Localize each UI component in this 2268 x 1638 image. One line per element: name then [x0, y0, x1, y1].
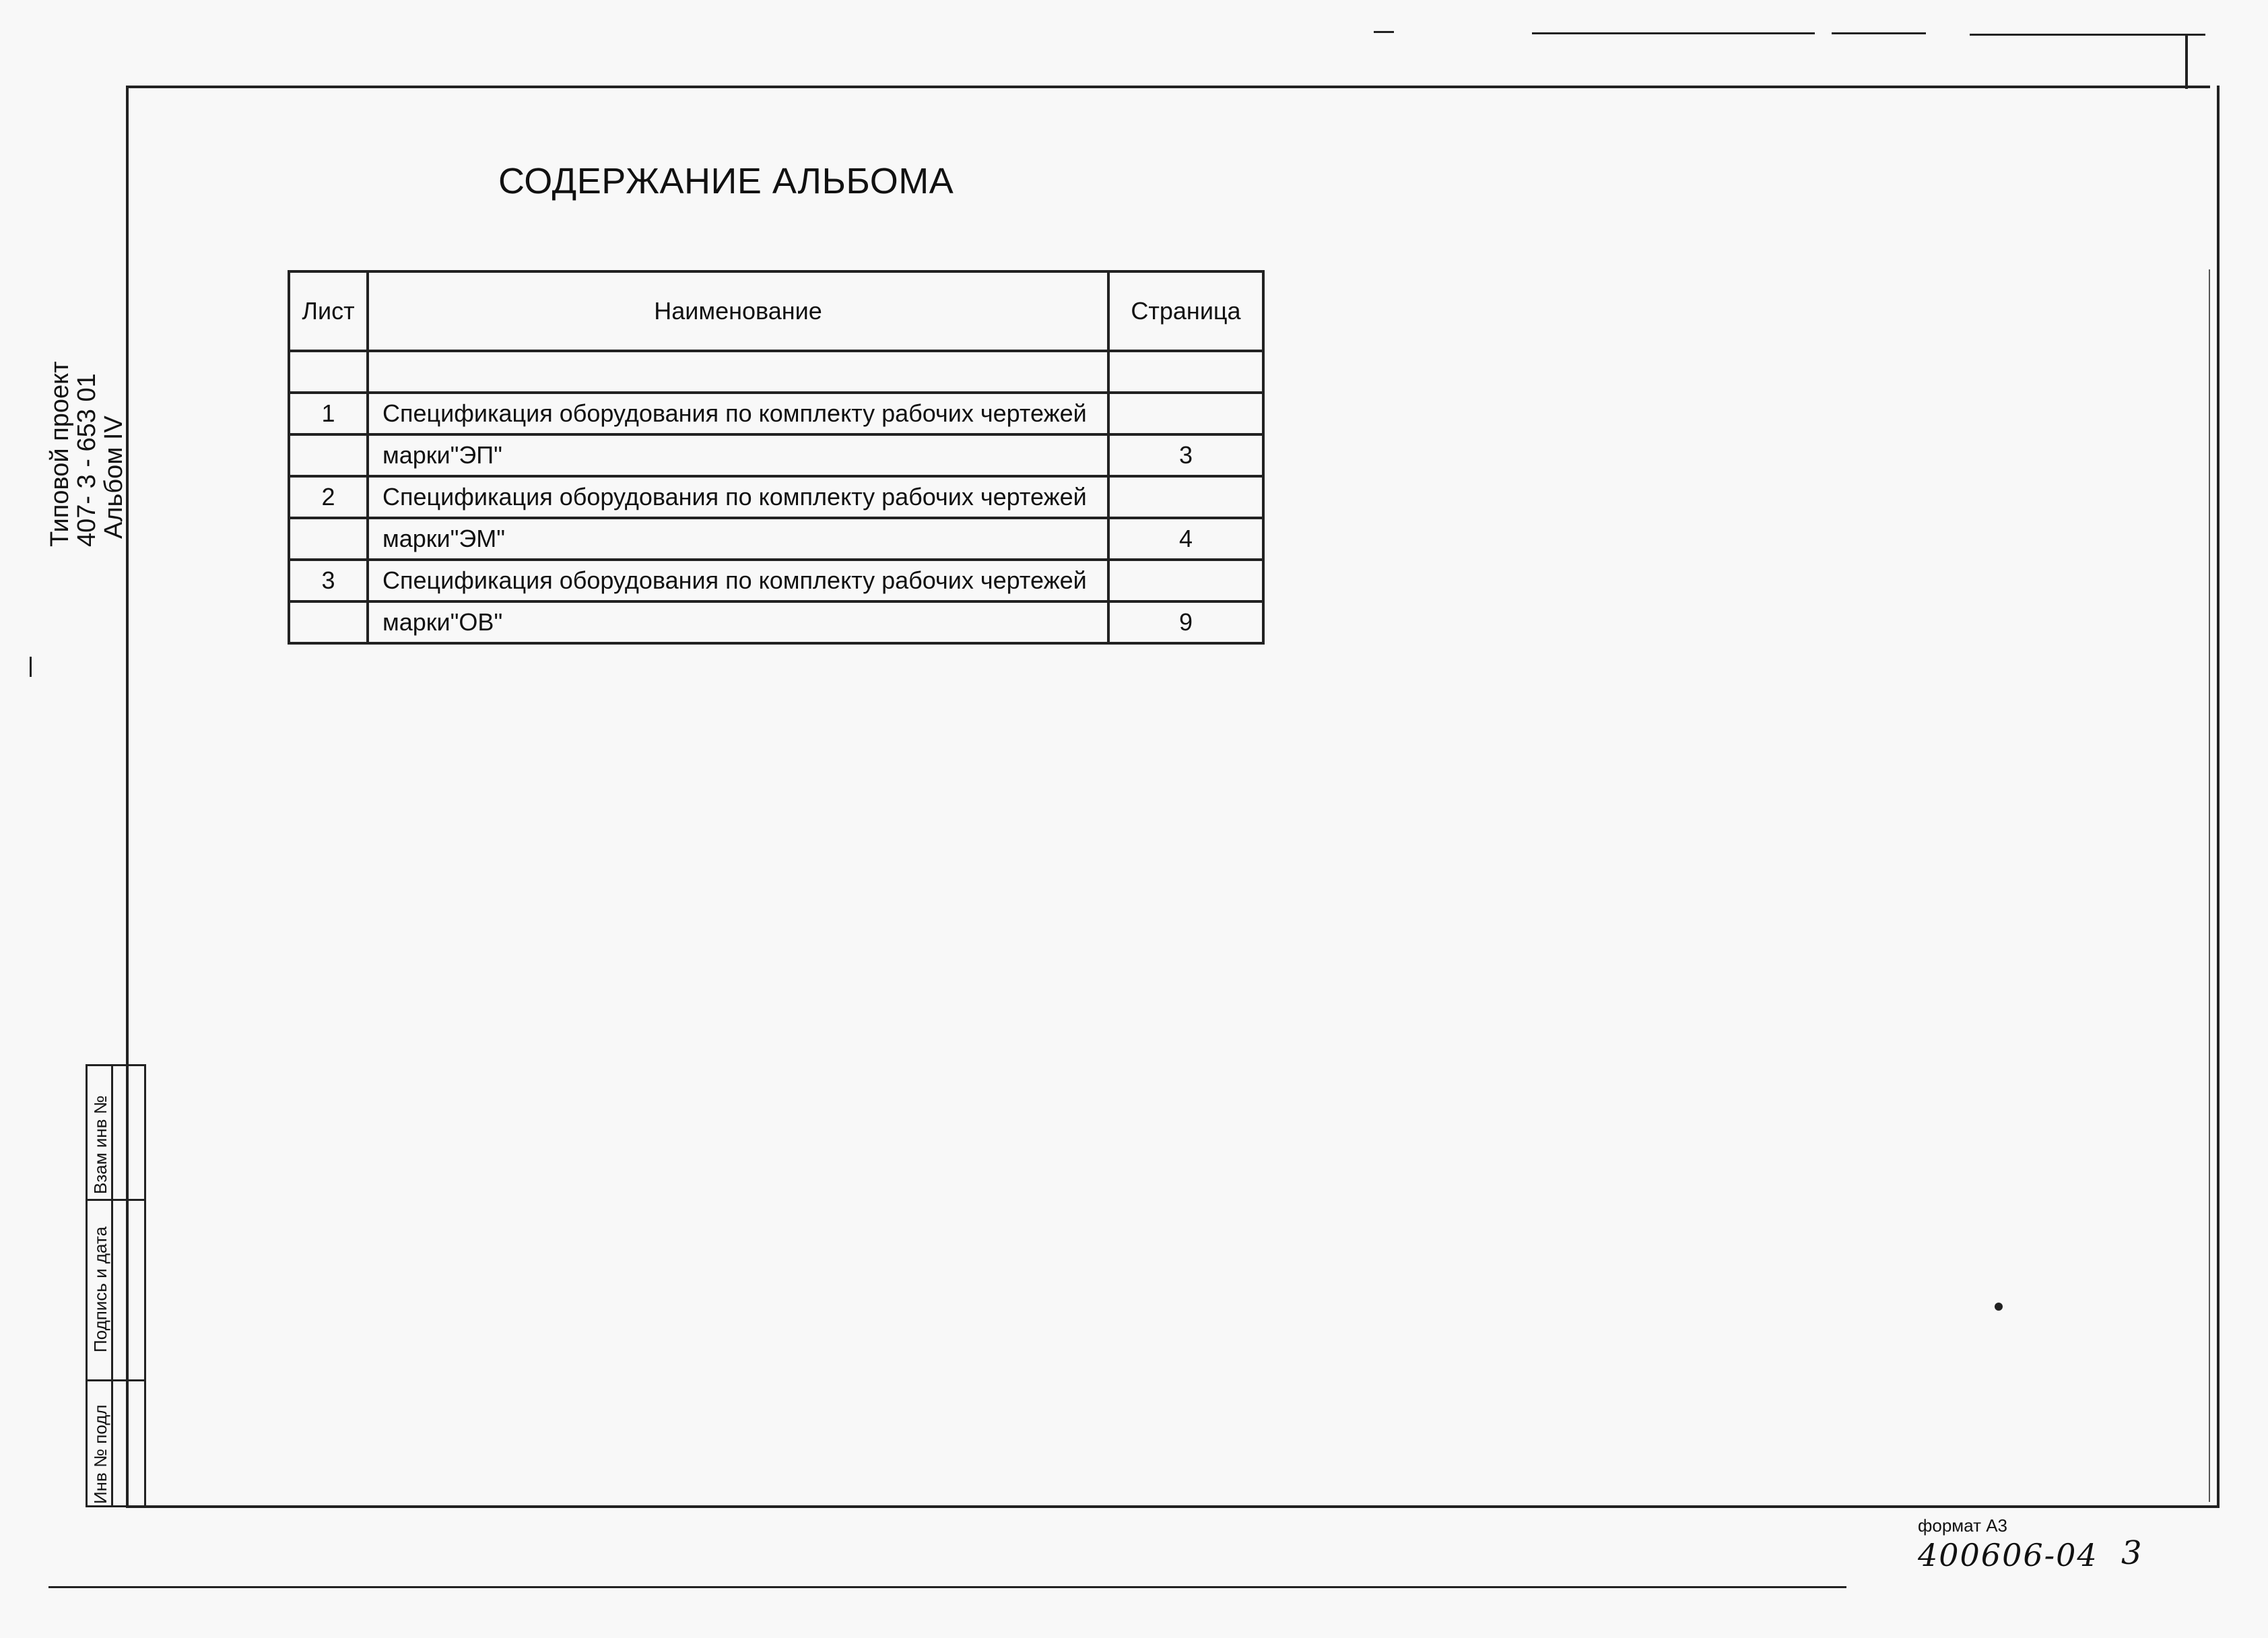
- table-row: [289, 393, 1263, 434]
- top-edge-line-4: [1970, 34, 2205, 36]
- item-name-line2: марки"ОВ": [368, 601, 1108, 643]
- page-number: 9: [1108, 601, 1263, 643]
- format-label: формат А3: [1918, 1515, 2008, 1536]
- sheet-number-handwritten: 3: [2121, 1534, 2142, 1572]
- project-label-line2: 407- 3 - 653 01: [73, 373, 101, 547]
- document-code: 400606-04: [1918, 1537, 2098, 1573]
- bottom-scan-line: [48, 1586, 1846, 1588]
- item-name-line1: Спецификация оборудования по комплекту рабочих чертежей: [368, 393, 1108, 434]
- item-name-line2: марки"ЭП": [368, 434, 1108, 476]
- header-page: Страница: [1108, 271, 1263, 351]
- project-label-line1: Типовой проект: [46, 361, 74, 547]
- header-sheet: Лист: [289, 271, 368, 351]
- sheet-number: 1: [289, 393, 368, 434]
- top-edge-line-1: [1374, 31, 1394, 33]
- inner-right-edge: [2209, 269, 2210, 1502]
- header-name: Наименование: [368, 271, 1108, 351]
- table-row: [289, 518, 1263, 560]
- item-name-line1: Спецификация оборудования по комплекту рабочих чертежей: [368, 560, 1108, 601]
- table-row: [289, 434, 1263, 476]
- stamp-divider: [88, 1379, 144, 1381]
- contents-table: [288, 270, 1265, 645]
- stamp-label-signature: Подпись и дата: [90, 1226, 110, 1352]
- top-edge-line-2: [1532, 32, 1815, 34]
- table-row-blank: [289, 351, 1263, 393]
- item-name-line2: марки"ЭМ": [368, 518, 1108, 560]
- page-title: СОДЕРЖАНИЕ АЛЬБОМА: [498, 161, 954, 201]
- speck: [1995, 1303, 2003, 1311]
- sheet-number: 3: [289, 560, 368, 601]
- stamp-divider: [111, 1066, 113, 1505]
- stamp-divider: [88, 1199, 144, 1201]
- page-number: 4: [1108, 518, 1263, 560]
- stamp-label-replacement: Взам инв №: [90, 1095, 110, 1194]
- item-name-line1: Спецификация оборудования по комплекту рабочих чертежей: [368, 476, 1108, 518]
- project-label-line3: Альбом IV: [100, 416, 128, 539]
- table-row: [289, 476, 1263, 518]
- top-right-tick: [2185, 35, 2188, 89]
- stamp-block: [86, 1064, 146, 1507]
- table-header-row: [289, 271, 1263, 351]
- top-edge-line-3: [1832, 32, 1926, 34]
- left-tick: [30, 657, 32, 677]
- stamp-label-inventory: Инв № подл: [90, 1404, 110, 1504]
- table-row: [289, 560, 1263, 601]
- sheet-number: 2: [289, 476, 368, 518]
- page-number: 3: [1108, 434, 1263, 476]
- table-row: [289, 601, 1263, 643]
